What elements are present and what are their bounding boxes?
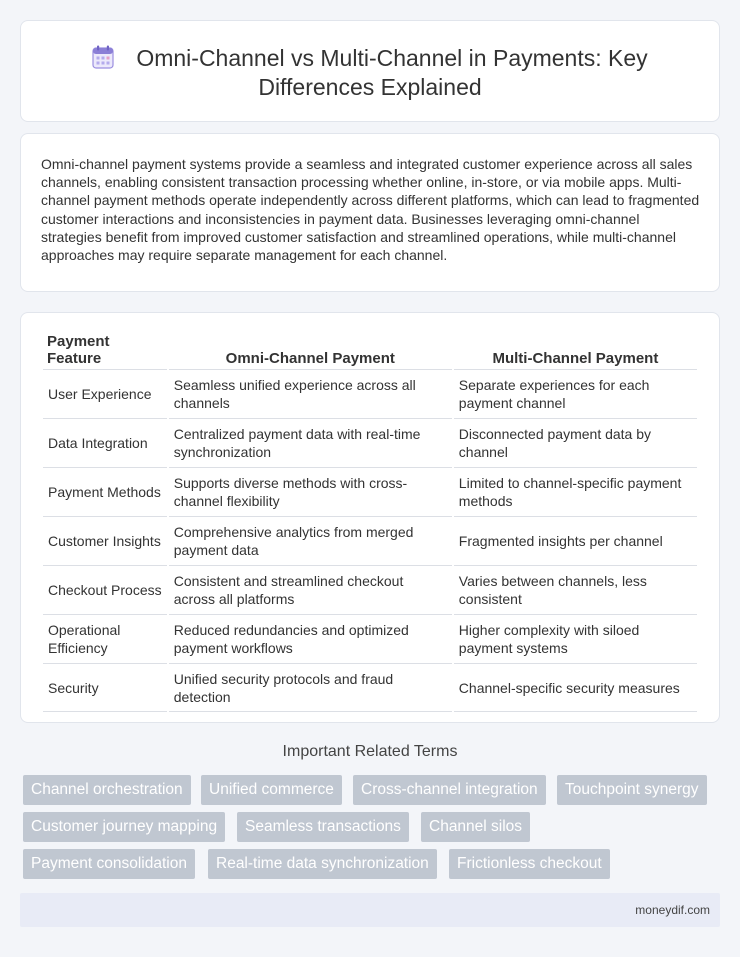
page-title-wrap [51,44,689,102]
related-tag[interactable]: Payment consolidation [23,849,195,879]
comparison-table [41,333,699,712]
feature-cell: Customer Insights [43,516,167,565]
feature-cell: Security [43,663,167,712]
omni-cell: Consistent and streamlined checkout across all platforms [169,565,452,614]
multi-cell: Varies between channels, less consistent [454,565,697,614]
header-omni: Omni-Channel Payment [225,350,395,367]
feature-cell: Checkout Process [43,565,167,614]
table-row [43,565,697,614]
multi-cell: Higher complexity with siloed payment systems [454,614,697,663]
title-card [20,20,720,122]
related-terms-title: Important Related Terms [282,743,458,760]
header-multi: Multi-Channel Payment [492,350,659,367]
footer-bar [20,893,720,927]
table-row [43,418,697,467]
related-tag[interactable]: Frictionless checkout [449,849,610,879]
related-tag[interactable]: Real-time data synchronization [208,849,437,879]
multi-cell: Channel-specific security measures [454,663,697,712]
site-credit[interactable]: moneydif.com [635,903,710,917]
omni-cell: Unified security protocols and fraud detection [169,663,452,712]
page-title: Omni-Channel vs Multi-Channel in Payments: Key Differences Explained [136,45,648,100]
table-header-row [43,333,697,369]
multi-cell: Disconnected payment data by channel [454,418,697,467]
multi-cell: Limited to channel-specific payment methods [454,467,697,516]
feature-cell: Payment Methods [43,467,167,516]
table-row [43,614,697,663]
table-row [43,467,697,516]
omni-cell: Centralized payment data with real-time synchronization [169,418,452,467]
comparison-card [20,312,720,723]
multi-cell: Fragmented insights per channel [454,516,697,565]
feature-cell: Data Integration [43,418,167,467]
related-tag[interactable]: Unified commerce [201,775,342,805]
omni-cell: Reduced redundancies and optimized payment workflows [169,614,452,663]
related-tag[interactable]: Channel silos [421,812,530,842]
omni-cell: Comprehensive analytics from merged payment data [169,516,452,565]
omni-cell: Supports diverse methods with cross-channel flexibility [169,467,452,516]
table-row [43,663,697,712]
intro-card [20,133,720,292]
related-tag[interactable]: Seamless transactions [237,812,409,842]
related-tag[interactable]: Channel orchestration [23,775,191,805]
intro-paragraph: Omni-channel payment systems provide a seamless and integrated customer experience across all sales channels, enabling consistent transaction processing whether online, in-store, or via mobile apps. Multi-channel payment methods operate independently across different platforms, which can lead to fragmented customer interactions and inconsistencies in payment data. Businesses leveraging omni-channel strategies benefit from improved customer satisfaction and streamlined operations, while multi-channel approaches may require separate management for each channel. [41,156,700,264]
related-tag[interactable]: Customer journey mapping [23,812,225,842]
related-tag[interactable]: Touchpoint synergy [557,775,707,805]
header-feature: Payment Feature [47,333,110,367]
feature-cell: User Experience [43,369,167,418]
feature-cell: Operational Efficiency [43,614,167,663]
omni-cell: Seamless unified experience across all channels [169,369,452,418]
table-row [43,516,697,565]
calendar-icon [92,45,114,69]
table-row [43,369,697,418]
related-tag[interactable]: Cross-channel integration [353,775,546,805]
multi-cell: Separate experiences for each payment channel [454,369,697,418]
